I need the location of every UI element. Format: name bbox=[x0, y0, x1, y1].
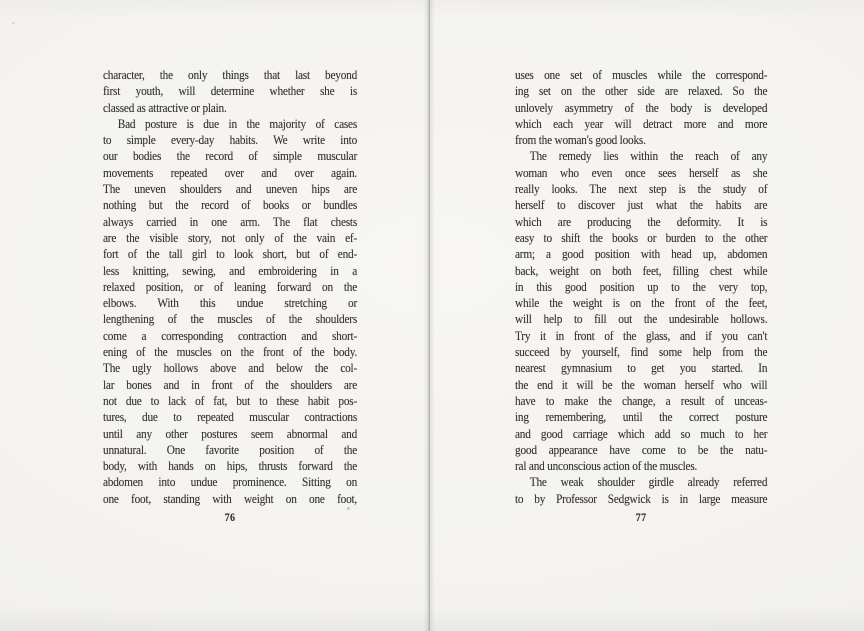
left-page-number: 76 bbox=[224, 512, 236, 525]
text-line: abdomen into undue prominence. Sitting on bbox=[103, 474, 358, 490]
text-line: woman who even once sees herself as she bbox=[515, 164, 768, 180]
text-line: from the woman's good looks. bbox=[515, 132, 646, 148]
text-line: fort of the tall girl to look short, but of end- bbox=[103, 246, 358, 262]
text-line: in this good position up to the very top, bbox=[515, 278, 768, 294]
text-line: really looks. The next step is the study of bbox=[515, 181, 768, 197]
text-line: herself to discover just what the habits are bbox=[515, 197, 768, 213]
text-line: one foot, standing with weight on one foot, bbox=[103, 490, 358, 506]
text-line: The weak shoulder girdle already referred bbox=[529, 474, 768, 490]
text-line: our bodies the record of simple muscular bbox=[103, 148, 358, 164]
text-line: while the weight is on the front of the feet, bbox=[515, 295, 768, 311]
text-line: come a corresponding contraction and short- bbox=[103, 327, 358, 343]
text-line: arm; a good position with head up, abdomen bbox=[515, 246, 768, 262]
text-line: elbows. With this undue stretching or bbox=[103, 295, 358, 311]
text-line: ing remembering, until the correct posture bbox=[515, 409, 768, 425]
text-line: Bad posture is due in the majority of cases bbox=[117, 115, 358, 131]
right-page-number: 77 bbox=[635, 512, 647, 525]
text-line: unnatural. One favorite position of the bbox=[103, 441, 358, 457]
book-gutter bbox=[423, 0, 435, 631]
text-line: will help to fill out the undesirable hollows. bbox=[515, 311, 768, 327]
text-line: body, with hands on hips, thrusts forward the bbox=[103, 458, 358, 474]
text-line: classed as attractive or plain. bbox=[103, 99, 227, 115]
text-line: until any other postures seem abnormal and bbox=[103, 425, 358, 441]
text-line: nothing but the record of books or bundles bbox=[103, 197, 358, 213]
text-line: The uneven shoulders and uneven hips are bbox=[103, 181, 358, 197]
text-line: to by Professor Sedgwick is in large measure bbox=[515, 490, 768, 506]
text-line: which each year will detract more and more bbox=[515, 115, 768, 131]
right-page bbox=[515, 67, 767, 526]
left-page bbox=[103, 67, 357, 526]
text-line: The remedy lies within the reach of any bbox=[529, 148, 768, 164]
text-line: ing set on the other side are relaxed. So the bbox=[515, 83, 768, 99]
text-line: always carried in one arm. The flat chests bbox=[103, 213, 358, 229]
text-line: nearest gymnasium to get you started. In bbox=[515, 360, 768, 376]
text-line: succeed by yourself, find some help from the bbox=[515, 344, 768, 360]
text-line: relaxed position, or of leaning forward on the bbox=[103, 278, 358, 294]
text-line: less knitting, sewing, and embroidering in a bbox=[103, 262, 358, 278]
text-line: tures, due to repeated muscular contractions bbox=[103, 409, 358, 425]
right-page-text bbox=[515, 67, 767, 507]
text-line: good appearance have come to be the natu- bbox=[515, 441, 768, 457]
text-line: the end it will be the woman herself who will bbox=[515, 376, 768, 392]
text-line: and good carriage which add so much to her bbox=[515, 425, 768, 441]
text-line: character, the only things that last beyond bbox=[103, 67, 358, 82]
text-line: lengthening of the muscles of the shoulders bbox=[103, 311, 358, 327]
left-page-text bbox=[103, 67, 357, 507]
text-line: ral and unconscious action of the muscles. bbox=[515, 458, 698, 474]
text-line: unlovely asymmetry of the body is developed bbox=[515, 99, 768, 115]
text-line: have to make the change, a result of unceas- bbox=[515, 392, 768, 408]
text-line: are the visible story, not only of the vain ef- bbox=[103, 229, 358, 245]
text-line: not due to lack of fat, but to these habit pos- bbox=[103, 392, 358, 408]
text-line: uses one set of muscles while the correspond- bbox=[515, 67, 768, 82]
text-line: ening of the muscles on the front of the body. bbox=[103, 344, 358, 360]
text-line: easy to shift the books or burden to the other bbox=[515, 229, 768, 245]
text-line: to simple every-day habits. We write into bbox=[103, 132, 358, 148]
text-line: movements repeated over and over again. bbox=[103, 164, 358, 180]
text-line: which are producing the deformity. It is bbox=[515, 213, 768, 229]
text-line: first youth, will determine whether she is bbox=[103, 83, 358, 99]
scan-speck bbox=[12, 22, 15, 24]
scan-speck bbox=[662, 502, 664, 504]
text-line: Try it in front of the glass, and if you can't bbox=[515, 327, 768, 343]
text-line: back, weight on both feet, filling chest while bbox=[515, 262, 768, 278]
text-line: The ugly hollows above and below the col- bbox=[103, 360, 358, 376]
scan-speck bbox=[347, 507, 350, 510]
text-line: lar bones and in front of the shoulders are bbox=[103, 376, 358, 392]
